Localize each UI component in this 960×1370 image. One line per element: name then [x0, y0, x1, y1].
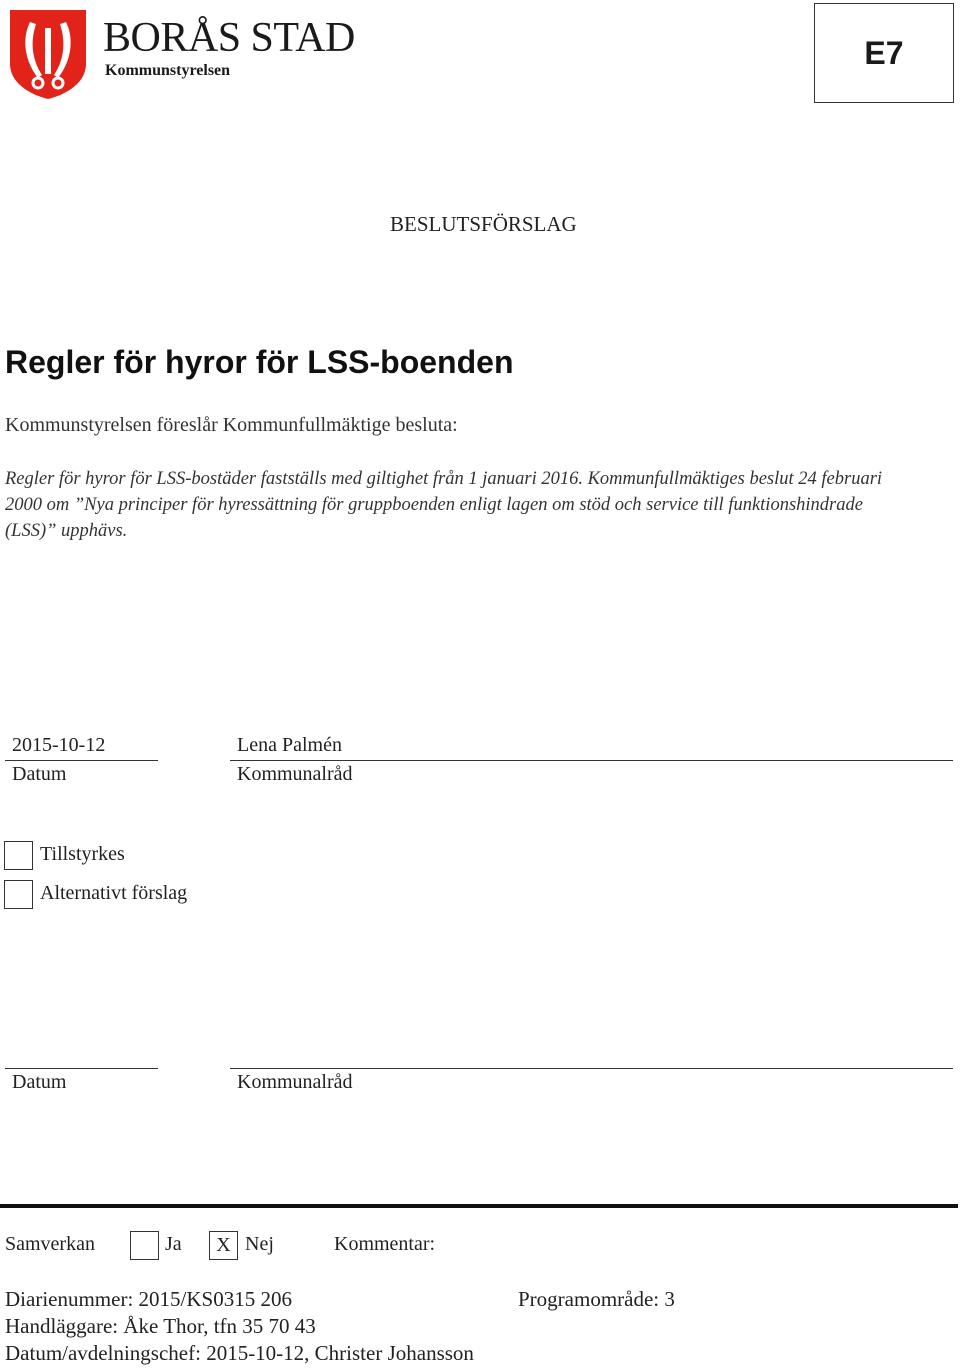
doc-code-box: E7 — [814, 3, 954, 103]
signature2-role-label: Kommunalråd — [237, 1071, 353, 1093]
signature1-date-line — [5, 760, 158, 761]
option-alternativt-checkbox[interactable] — [4, 880, 33, 909]
signature1-date-value: 2015-10-12 — [12, 734, 106, 756]
programomrade: Programområde: 3 — [518, 1287, 675, 1311]
signature2-name-line — [230, 1068, 953, 1069]
org-name: BORÅS STAD — [103, 15, 355, 61]
doc-type: BESLUTSFÖRSLAG — [390, 212, 577, 236]
signature1-date-label: Datum — [12, 763, 67, 785]
signature1-name-value: Lena Palmén — [237, 734, 342, 756]
samverkan-nej-label: Nej — [245, 1233, 274, 1255]
footer-divider — [0, 1204, 958, 1208]
decision-text: Regler för hyror för LSS-bostäder fastställs med giltighet från 1 januari 2016. Kommunfullmäktiges beslut 24 februari 2000 om ”Nya principer för hyressättning för gruppboenden enligt lagen om stöd och service till funktionshindrade (LSS)” upphävs. — [5, 469, 883, 541]
signature2-date-line — [5, 1068, 158, 1069]
option-alternativt-label: Alternativt förslag — [40, 882, 188, 904]
samverkan-nej-checkbox[interactable]: X — [209, 1231, 238, 1260]
intro-text: Kommunstyrelsen föreslår Kommunfullmäktige besluta: — [5, 414, 458, 436]
samverkan-ja-checkbox[interactable] — [130, 1231, 159, 1260]
option-tillstyrkes-checkbox[interactable] — [4, 841, 33, 870]
kommentar-label: Kommentar: — [334, 1233, 436, 1255]
org-unit: Kommunstyrelsen — [105, 62, 231, 79]
handlaggare: Handläggare: Åke Thor, tfn 35 70 43 — [5, 1314, 316, 1338]
org-logo — [8, 8, 388, 103]
page-title: Regler för hyror för LSS-boenden — [5, 344, 514, 380]
coat-of-arms-icon — [8, 8, 88, 100]
signature1-role-label: Kommunalråd — [237, 763, 353, 785]
samverkan-ja-label: Ja — [165, 1233, 182, 1255]
option-tillstyrkes-label: Tillstyrkes — [40, 843, 125, 865]
signature2-date-label: Datum — [12, 1071, 67, 1093]
signature1-name-line — [230, 760, 953, 761]
samverkan-label: Samverkan — [5, 1233, 95, 1255]
diarienummer: Diarienummer: 2015/KS0315 206 — [5, 1287, 292, 1311]
datum-avdelningschef: Datum/avdelningschef: 2015-10-12, Christer Johansson — [5, 1341, 474, 1365]
